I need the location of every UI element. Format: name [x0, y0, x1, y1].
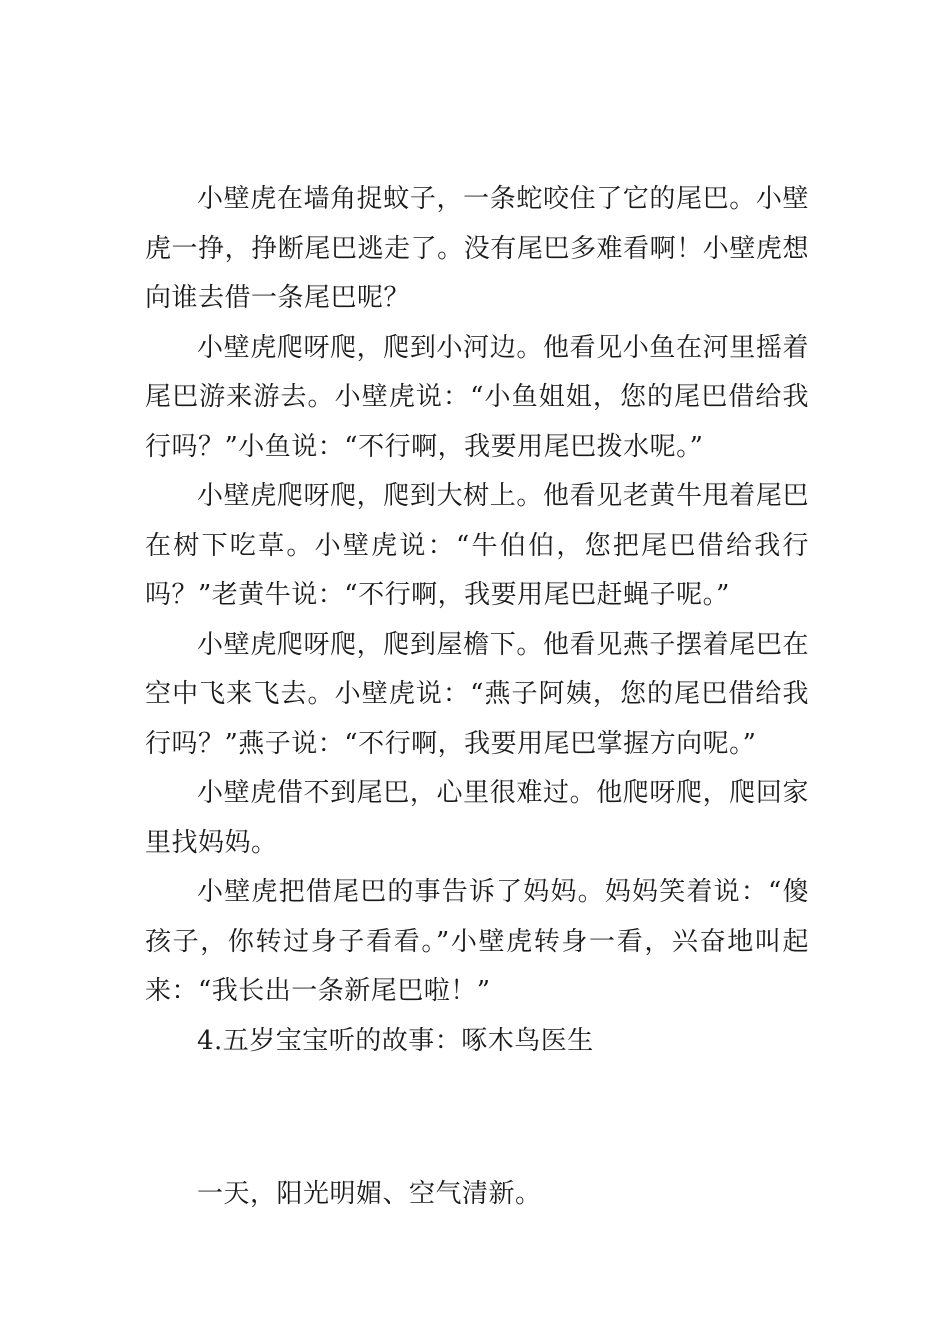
paragraph-3: 小壁虎爬呀爬，爬到大树上。他看见老黄牛甩着尾巴在树下吃草。小壁虎说：“牛伯伯，您把尾巴借给我行吗？”老黄牛说：“不行啊，我要用尾巴赶蝇子呢。”	[145, 481, 809, 610]
paragraph-6: 小壁虎把借尾巴的事告诉了妈妈。妈妈笑着说：“傻孩子，你转过身子看看。”小壁虎转身一看，兴奋地叫起来：“我长出一条新尾巴啦！”	[145, 877, 809, 1006]
paragraph-2: 小壁虎爬呀爬，爬到小河边。他看见小鱼在河里摇着尾巴游来游去。小壁虎说：“小鱼姐姐，您的尾巴借给我行吗？”小鱼说：“不行啊，我要用尾巴拨水呢。”	[145, 332, 809, 462]
section-heading: 4.五岁宝宝听的故事：啄木鸟医生	[197, 1025, 594, 1056]
next-paragraph: 一天，阳光明媚、空气清新。	[197, 1179, 542, 1209]
paragraph-1: 小壁虎在墙角捉蚊子，一条蛇咬住了它的尾巴。小壁虎一挣，挣断尾巴逃走了。没有尾巴多难看啊！小壁虎想向谁去借一条尾巴呢？	[145, 184, 809, 313]
paragraph-4: 小壁虎爬呀爬，爬到屋檐下。他看见燕子摆着尾巴在空中飞来飞去。小壁虎说：“燕子阿姨，您的尾巴借给我行吗？”燕子说：“不行啊，我要用尾巴掌握方向呢。”	[145, 629, 809, 759]
story-body	[145, 175, 809, 1066]
paragraph-5: 小壁虎借不到尾巴，心里很难过。他爬呀爬，爬回家里找妈妈。	[145, 778, 809, 858]
